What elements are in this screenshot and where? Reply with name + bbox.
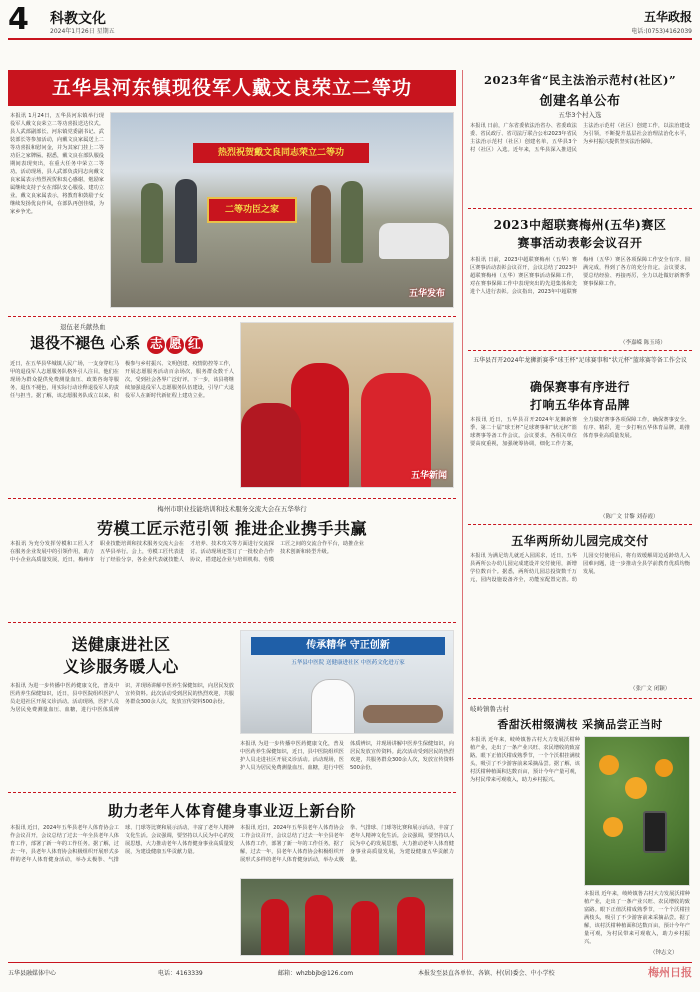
- photo-watermark: 五华发布: [408, 289, 445, 299]
- labor-kicker: 梅州市职业技能培训和技术服务交流大会在五华举行: [157, 505, 307, 513]
- right3-headline-1: 确保赛事有序进行: [529, 380, 630, 394]
- right5-kicker: 岐岭镇鲁古村: [470, 705, 509, 713]
- sports-figure-4: [397, 897, 425, 956]
- health-photo-banner: 传承精华 守正创新: [251, 637, 445, 655]
- volunteer-headline-box-3: 红: [185, 336, 203, 354]
- right4-headline: 五华两所幼儿园完成交付: [511, 534, 649, 548]
- sports-photo: [240, 878, 454, 956]
- column-separator: [462, 70, 463, 960]
- paper-phone: 电话:(0753)4162039: [631, 28, 692, 35]
- right5-body-2: 本报讯 近年来，岐岭镇鲁古村大力发展沃柑种植产业，走出了一条产业兴旺、农民增收的致富路。眼下正值沃柑成熟季节，一个个沃柑挂满枝头，吸引了不少游客前来采摘品尝。据了解，该村沃柑种植面积达数百亩，预计今年产量可观，为村民带来可观收入，助力乡村振兴。: [584, 891, 690, 945]
- footer-email: 邮箱：whzbbjb@126.com: [278, 970, 354, 977]
- right5-photo: [584, 736, 690, 886]
- right3-kicker: 五华县召开2024年龙狮新赛季“球王杯”足球赛事和“状元杯”篮球赛等备工作会议: [473, 357, 687, 364]
- divider-2: [8, 498, 456, 499]
- right4-credit: （张广文 闭颖）: [630, 686, 671, 692]
- paper-name: 五华政报: [643, 10, 692, 24]
- volunteer-kicker: 退伍老兵献热血: [60, 323, 106, 331]
- footer-org: 五华县融媒体中心: [8, 970, 57, 977]
- right3-credit: （陈广文 甘黎 刘春霞）: [600, 514, 659, 520]
- right4-body: 本报讯 为满足幼儿就近入园需求，近日，五华县两所公办幼儿园完成建设并交付使用，新增学位数百个。据悉，两所幼儿园总投资数千万元，园内设施设备齐全，功能室配置完善。幼儿园交付使用后，将有效缓解周边适龄幼儿入园难问题，进一步推动全县学前教育优质均衡发展。: [470, 553, 690, 583]
- photo-plaque: 二等功臣之家: [207, 197, 297, 223]
- orange-4: [603, 817, 623, 837]
- right3-headline-2: 打响五华体育品牌: [529, 398, 630, 412]
- footer-note: 本报发至县直各单位、各镇、村(居)委会、中小学校: [418, 970, 555, 977]
- footer-rule: [8, 962, 692, 963]
- section-title: 科教文化: [50, 11, 106, 27]
- masthead: [8, 2, 692, 37]
- labor-body: 本报讯 为充分发挥劳模和工匠人才在服务企业发展中的引领作用，助力中小企业高质量发展，近日，梅州市职业技能培训和技术服务交流大会在五华县举行。会上，劳模工匠代表进行了经验分享，各企业代表就技能人才培养、技术攻关等方面进行交流探讨。活动现场还签订了一批校企合作协议，搭建起企业与培训机构、劳模工匠之间的交流合作平台，助推企业技术创新和转型升级。: [10, 541, 364, 563]
- right1-sub: 五华3个村入选: [558, 111, 602, 119]
- health-headline-2: 义诊服务暖人心: [63, 657, 179, 676]
- health-body-2: 本报讯 为进一步传播中医药健康文化，普及中医药养生保健知识，近日，县中医院组织医护人员走进社区开展义诊活动。活动现场，医护人员为居民免费测量血压、血糖，进行中医体质辨识，并现场讲解中医养生保健知识，向居民发放宣传资料。此次活动受到居民的热烈欢迎，共服务群众300余人次，发放宣传资料500余份。: [240, 741, 454, 771]
- volunteer-photo: [240, 322, 454, 488]
- photo-car: [379, 223, 449, 259]
- health-headline-1: 送健康进社区: [71, 635, 171, 654]
- divider-4: [8, 792, 456, 793]
- orange-1: [599, 755, 619, 775]
- health-photo: [240, 630, 454, 734]
- sports-headline: 助力老年人体育健身事业迈上新台阶: [107, 802, 356, 820]
- sports-body-2: 本报讯 近日，2024年五华县老年人体育协会工作会议召开，会议总结了过去一年全县老年人体育工作，部署了新一年的工作任务。据了解，过去一年，县老年人体育协会积极组织开展形式多样的老年人体育健身活动，举办太极拳、气排球、门球等比赛和展示活动，丰富了老年人精神文化生活。会议强调，要坚持以人民为中心的发展思想，大力推动老年人体育健身事业高质量发展，为建设健康五华贡献力量。: [240, 825, 454, 863]
- sports-figure-2: [305, 895, 333, 956]
- footer-tel: 电话：4163339: [158, 970, 203, 977]
- footer: [8, 966, 692, 984]
- divider-3: [8, 622, 456, 623]
- orange-3: [655, 759, 673, 777]
- photo-banner: 热烈祝贺戴文良同志荣立二等功: [193, 143, 369, 163]
- right1-body: 本报讯 日前，广东省委依法治省办、省委政法委、省民政厅、省司法厅联合公布2023年省民主法治示范村（社区）创建名单，五华县3个村（社区）入选。近年来，五华县深入推进民主法治示范村（社区）创建工作，以法治建设为引领，不断提升基层社会治理法治化水平，为乡村振兴提供坚实法治保障。: [470, 123, 690, 153]
- volunteer-body: 近日，在五华县华城镇人民广场，一支身穿红马甲的退役军人志愿服务队格外引人注目。他们在现场为群众提供免费测量血压、政策咨询等服务，退伍不褪色，用实际行动诠释退役军人的责任与担当。据了解，该志愿服务队成立以来，积极参与乡村振兴、文明创建、疫情防控等工作，开展志愿服务活动百余场次，服务群众数千人次，受到社会各界广泛好评。下一步，该县将继续加强退役军人志愿服务队伍建设，引导广大退役军人在新时代新征程上建功立业。: [10, 361, 234, 399]
- volunteer-figure-3: [241, 403, 301, 488]
- footer-logo: 梅州日报: [648, 966, 692, 979]
- divider-r2: [468, 350, 692, 351]
- health-doctor: [311, 679, 355, 734]
- right5-body: 本报讯 近年来，岐岭镇鲁古村大力发展沃柑种植产业，走出了一条产业兴旺、农民增收的致富路。眼下正值沃柑成熟季节，一个个沃柑挂满枝头，吸引了不少游客前来采摘品尝。据了解，该村沃柑种植面积达数百亩，预计今年产量可观，为村民带来可观收入，助力乡村振兴。: [470, 737, 580, 783]
- lead-photo: [110, 112, 454, 308]
- divider-r3: [468, 524, 692, 525]
- divider-r1: [468, 208, 692, 209]
- right1-headline-2: 创建名单公布: [539, 94, 621, 109]
- issue-date: 2024年1月26日 星期五: [50, 28, 115, 35]
- right5-credit: （钟志文）: [650, 950, 678, 956]
- volunteer-headline-box-2: 愿: [166, 336, 184, 354]
- right2-body: 本报讯 日前，2023中超联赛梅州（五华）赛区赛事活动表彰会议召开，会议总结了2023中超联赛梅州（五华）赛区赛事活动保障工作，对在赛事保障工作中表现突出的先进集体和先进个人进行表彰。会议指出，2023年中超联赛梅州（五华）赛区各项保障工作安全有序、圆满完成，得到了各方的充分肯定。会议要求，要总结经验、再接再厉，全力以赴做好新赛季赛事保障工作。: [470, 257, 690, 295]
- volunteer-headline: [30, 332, 230, 354]
- phone-in-hand: [643, 811, 667, 853]
- lead-headline: 五华县河东镇现役军人戴文良荣立二等功: [51, 77, 412, 99]
- volunteer-watermark: 五华新闻: [410, 471, 447, 481]
- right3-body: 本报讯 近日，五华县召开2024年龙狮新赛季、第二十届“球王杯”足球赛事和“状元杯”篮球赛事等备工作会议。会议要求，各相关单位要高度重视，加强统筹协调，细化工作方案，全力做好赛事各项保障工作，确保赛事安全、有序、精彩，进一步打响五华体育品牌，助推体育事业高质量发展。: [470, 417, 690, 447]
- volunteer-headline-text: 退役不褪色 心系: [30, 334, 141, 352]
- lead-headline-bar: [8, 70, 456, 106]
- divider-1: [8, 316, 456, 317]
- volunteer-headline-box-1: 志: [147, 336, 165, 354]
- right2-credit: （李嘉嵘 陈玉琦）: [620, 340, 666, 346]
- photo-people: [141, 173, 381, 263]
- sports-figure-3: [351, 901, 379, 956]
- page-number: 4: [8, 2, 29, 37]
- health-photo-sub: 五华县中医院 送健康进社区 中医药文化进万家: [291, 660, 405, 666]
- right1-headline-1: 2023年省“民主法治示范村(社区)”: [483, 73, 677, 87]
- health-patient: [363, 705, 443, 723]
- right5-headline: 香甜沃柑缀满枝 采摘品尝正当时: [497, 718, 663, 731]
- lead-body: 本报讯 1月24日，五华县河东镇举行现役军人戴文良荣立二等功喜报送达仪式。县人武部副部长、河东镇党委副书记、武装部长等参加活动，向戴文良家属送上二等功喜报和慰问金，并为其家门挂上二等功臣之家牌匾。据悉，戴文良在部队服役期间表现突出，在重大任务中荣立二等功。活动现场，县人武部负责同志向戴文良家属表示热烈祝贺和衷心感谢，勉励家属继续支持子女在部队安心服役、建功立业。戴文良家属表示，将教育和鼓励子女继续发扬优良作风，在部队再创佳绩，为家乡争光。: [10, 113, 104, 215]
- divider-r4: [468, 698, 692, 699]
- health-body: 本报讯 为进一步传播中医药健康文化，普及中医药养生保健知识，近日，县中医院组织医护人员走进社区开展义诊活动。活动现场，医护人员为居民免费测量血压、血糖，进行中医体质辨识，并现场讲解中医养生保健知识，向居民发放宣传资料。此次活动受到居民的热烈欢迎，共服务群众300余人次，发放宣传资料500余份。: [10, 683, 234, 713]
- orange-2: [625, 777, 647, 799]
- masthead-rule: [8, 38, 692, 40]
- right2-headline-1: 2023中超联赛梅州(五华)赛区: [493, 218, 667, 232]
- right2-headline-2: 赛事活动表彰会议召开: [517, 236, 643, 250]
- sports-figure-1: [261, 899, 289, 956]
- labor-headline: 劳模工匠示范引领 推进企业携手共赢: [96, 519, 368, 538]
- sports-body: 本报讯 近日，2024年五华县老年人体育协会工作会议召开，会议总结了过去一年全县老年人体育工作，部署了新一年的工作任务。据了解，过去一年，县老年人体育协会积极组织开展形式多样的老年人体育健身活动，举办太极拳、气排球、门球等比赛和展示活动，丰富了老年人精神文化生活。会议强调，要坚持以人民为中心的发展思想，大力推动老年人体育健身事业高质量发展，为建设健康五华贡献力量。: [10, 825, 234, 863]
